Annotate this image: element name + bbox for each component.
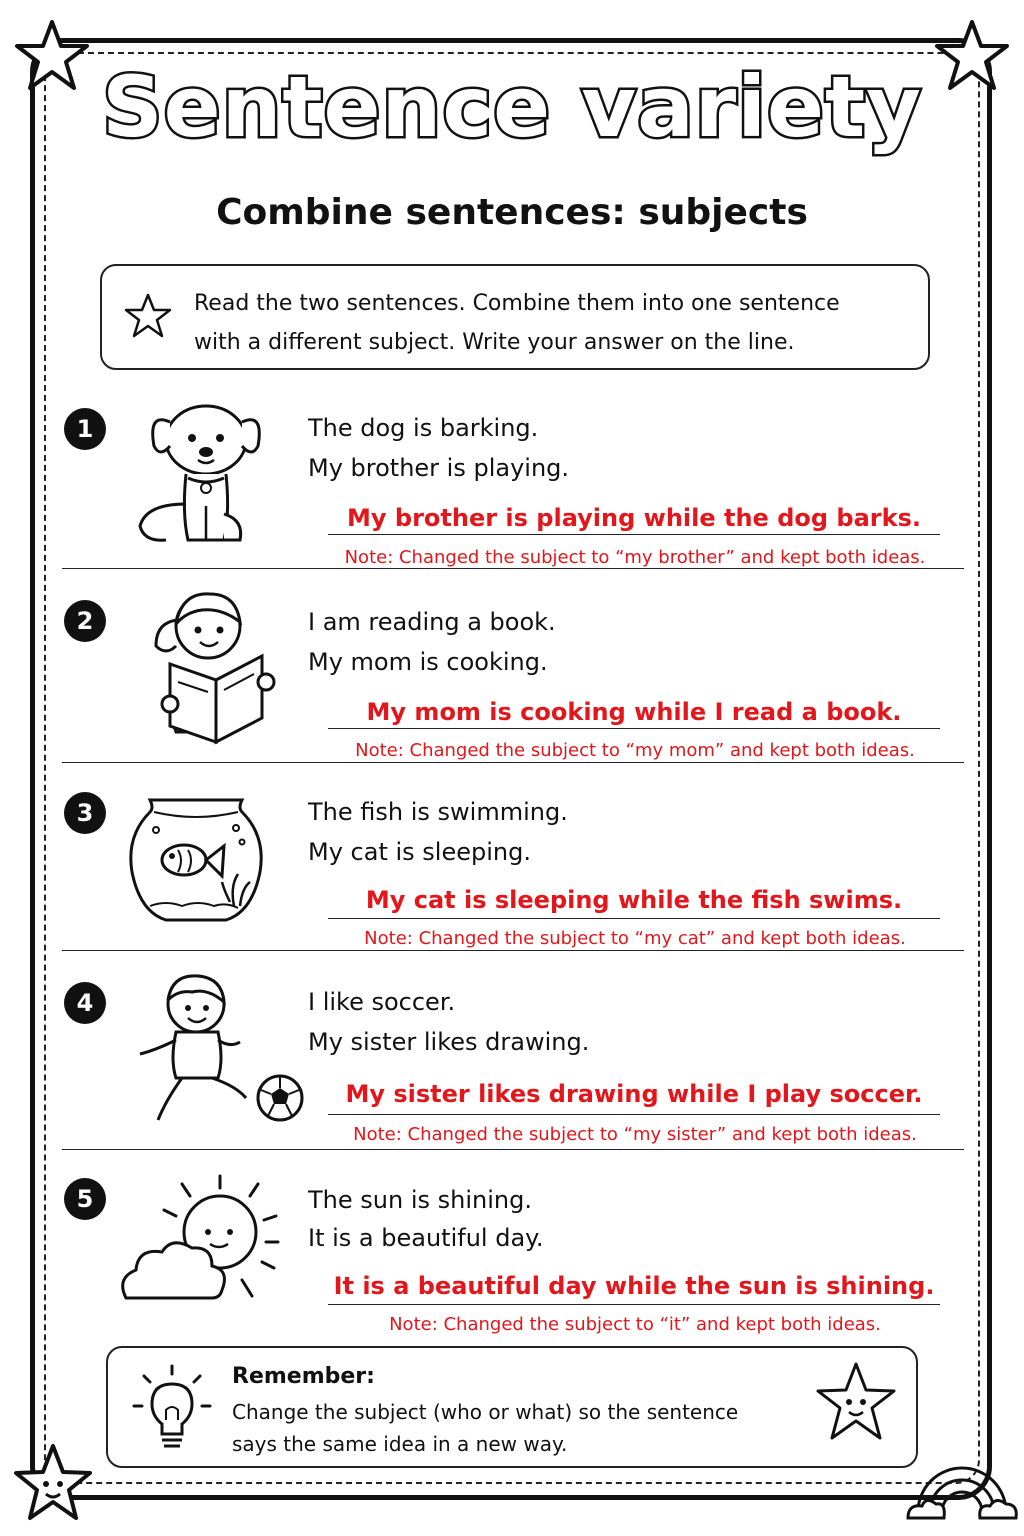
answer-line	[328, 918, 940, 919]
answer-text: My cat is sleeping while the fish swims.	[365, 886, 903, 914]
item-number: 3	[64, 792, 106, 834]
remember-line-2: says the same idea in a new way.	[232, 1432, 568, 1456]
sentence-1: The fish is swimming.	[308, 798, 568, 826]
remember-line-1: Change the subject (who or what) so the sentence	[232, 1400, 739, 1424]
answer-note: Note: Changed the subject to “it” and kept both ideas.	[389, 1314, 881, 1335]
instructions-line-1: Read the two sentences. Combine them into one sentence	[194, 291, 840, 316]
instructions-text	[194, 284, 914, 362]
sentence-2: My cat is sleeping.	[308, 838, 531, 866]
exercise-item-2	[60, 594, 964, 764]
remember-heading: Remember:	[232, 1364, 375, 1389]
sentence-1: I am reading a book.	[308, 608, 556, 636]
exercise-item-4	[60, 974, 964, 1150]
girl-reading-book-icon	[126, 586, 286, 746]
item-divider	[62, 762, 964, 763]
answer-note: Note: Changed the subject to “my mom” and kept both ideas.	[355, 740, 915, 761]
exercise-item-3	[60, 786, 964, 956]
answer-line	[328, 534, 940, 535]
answer-note: Note: Changed the subject to “my cat” and kept both ideas.	[364, 928, 906, 949]
smiling-star-icon	[814, 1360, 898, 1444]
answer-note: Note: Changed the subject to “my sister” and kept both ideas.	[353, 1124, 917, 1145]
item-number: 4	[64, 982, 106, 1024]
star-icon	[124, 292, 172, 340]
answer-line	[328, 1304, 940, 1305]
item-number: 1	[64, 408, 106, 450]
sentence-2: My sister likes drawing.	[308, 1028, 590, 1056]
answer-text: It is a beautiful day while the sun is shining.	[333, 1272, 935, 1300]
answer-line	[328, 1114, 940, 1115]
item-divider	[62, 950, 964, 951]
exercise-item-1	[60, 400, 964, 570]
item-divider	[62, 568, 964, 569]
sentence-2: My mom is cooking.	[308, 648, 548, 676]
sentence-1: The sun is shining.	[308, 1186, 532, 1214]
corner-smiling-star-icon-bottom-left	[10, 1440, 96, 1526]
sun-and-cloud-icon	[116, 1170, 296, 1310]
answer-text: My mom is cooking while I read a book.	[366, 698, 902, 726]
sentence-1: I like soccer.	[308, 988, 456, 1016]
answer-note: Note: Changed the subject to “my brother” and kept both ideas.	[344, 547, 926, 568]
item-number: 2	[64, 600, 106, 642]
sentence-2: My brother is playing.	[308, 454, 570, 482]
rainbow-icon	[904, 1428, 1020, 1524]
sentence-2: It is a beautiful day.	[308, 1224, 544, 1252]
answer-line	[328, 728, 940, 729]
answer-text: My brother is playing while the dog barks.	[347, 504, 921, 532]
answer-text: My sister likes drawing while I play soccer.	[345, 1080, 923, 1108]
lightbulb-icon	[130, 1362, 214, 1454]
exercise-item-5	[60, 1172, 964, 1342]
boy-kicking-soccer-ball-icon	[126, 970, 306, 1132]
fish-bowl-icon	[126, 786, 266, 926]
item-number: 5	[64, 1178, 106, 1220]
remember-box	[106, 1346, 918, 1468]
item-divider	[62, 1149, 964, 1150]
worksheet-title: Sentence variety	[102, 58, 922, 156]
instructions-line-2: with a different subject. Write your answer on the line.	[194, 330, 795, 355]
dog-icon	[126, 394, 286, 550]
instructions-box	[100, 264, 930, 370]
sentence-1: The dog is barking.	[308, 414, 539, 442]
worksheet-subtitle: Combine sentences: subjects	[216, 192, 808, 233]
